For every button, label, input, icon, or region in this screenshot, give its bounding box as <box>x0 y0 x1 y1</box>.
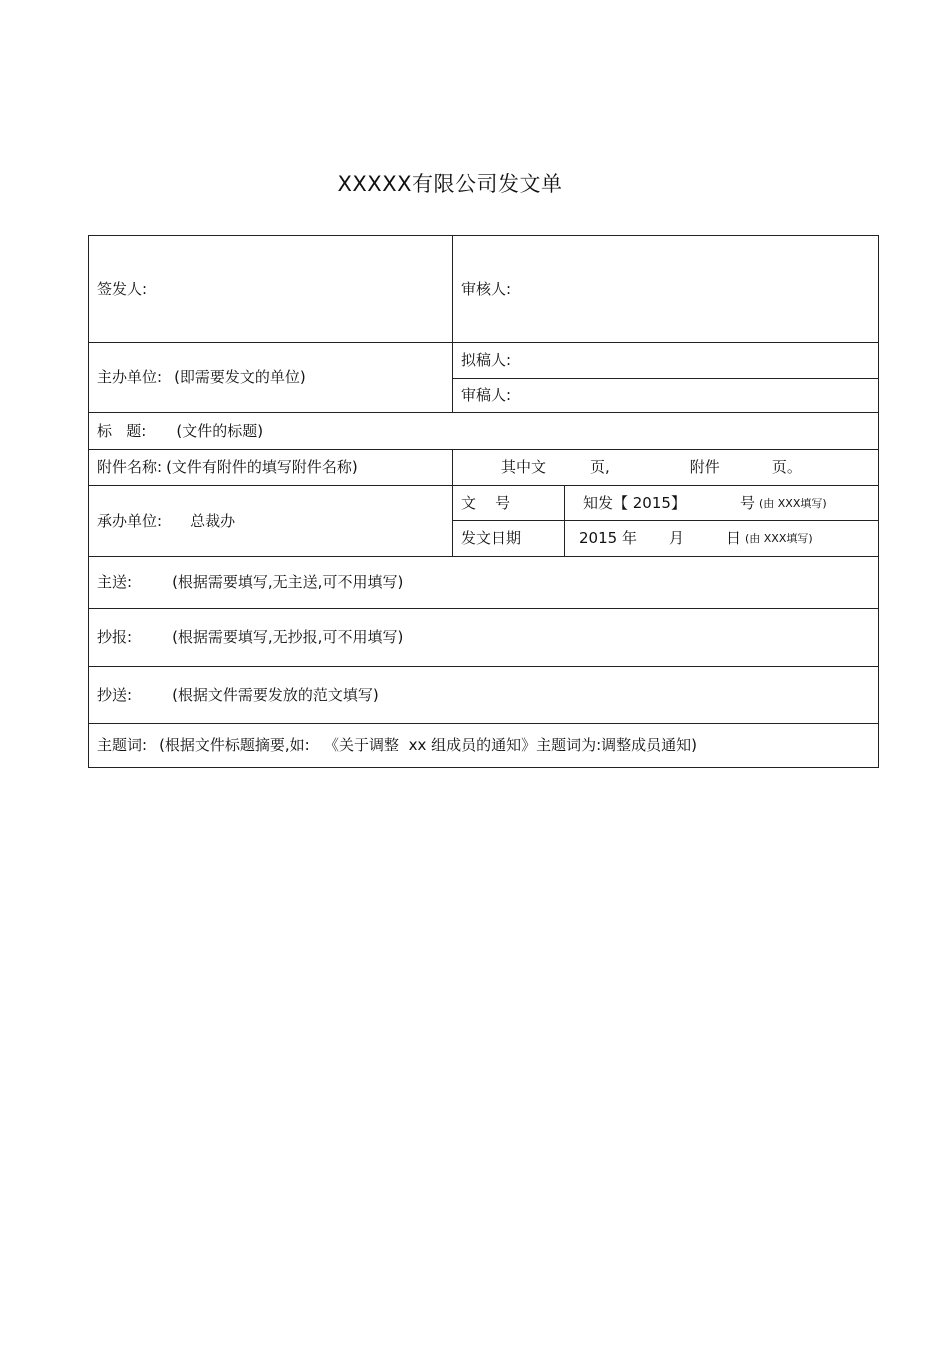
signer-field[interactable] <box>89 236 452 342</box>
drafter-label: 拟稿人: <box>461 351 512 369</box>
copy-to-label: 抄送: <box>97 685 133 704</box>
undertaking-value: 总裁办 <box>190 511 236 530</box>
doc-number-note: (由 XXX填写) <box>758 496 827 510</box>
undertaking-unit-field[interactable] <box>89 486 452 556</box>
reviewer-field[interactable] <box>453 236 878 342</box>
subject-label: 标 题: <box>97 421 147 440</box>
report-to-hint: (根据需要填写,无抄报,可不用填写) <box>172 628 404 646</box>
reviewer-label: 审核人: <box>461 279 512 298</box>
signer-label: 签发人: <box>97 279 148 298</box>
draft-reviewer-label: 审稿人: <box>461 386 512 404</box>
send-to-field[interactable] <box>89 557 878 608</box>
issue-date-day: 日 <box>725 529 741 547</box>
send-to-hint: (根据需要填写,无主送,可不用填写) <box>172 573 404 591</box>
issue-date-label: 发文日期 <box>461 529 522 547</box>
report-to-field[interactable] <box>89 609 878 666</box>
send-to-label: 主送: <box>97 573 133 591</box>
pages-text-end: 页。 <box>771 458 802 476</box>
page-count-field[interactable] <box>453 450 878 485</box>
dispatch-form <box>88 235 879 768</box>
draft-reviewer-field[interactable] <box>453 379 878 412</box>
pages-text-attachment: 附件 <box>689 458 720 476</box>
host-unit-hint: (即需要发文的单位) <box>174 368 306 386</box>
keywords-label: 主题词: <box>97 736 148 754</box>
issue-date-note: (由 XXX填写) <box>744 532 813 545</box>
doc-number-label: 文 号 <box>461 493 511 512</box>
copy-to-field[interactable] <box>89 667 878 723</box>
issue-date-label-cell <box>453 521 564 556</box>
host-unit-label: 主办单位: <box>97 368 163 386</box>
issue-date-month: 月 <box>668 529 684 547</box>
issue-date-field[interactable] <box>565 521 878 556</box>
pages-text-unit: 页, <box>590 458 610 476</box>
copy-to-hint: (根据文件需要发放的范文填写) <box>172 685 379 704</box>
document-title: XXXXX有限公司发文单 <box>337 172 563 196</box>
host-unit-field[interactable] <box>89 343 452 412</box>
keywords-field[interactable] <box>89 724 878 767</box>
drafter-field[interactable] <box>453 343 878 378</box>
subject-field[interactable] <box>89 413 878 449</box>
issue-date-year: 2015 年 <box>579 529 637 547</box>
doc-number-suffix: 号 <box>739 493 755 512</box>
attachment-label: 附件名称: <box>97 458 163 476</box>
attachment-hint: (文件有附件的填写附件名称) <box>166 458 358 476</box>
doc-number-prefix: 知发【 2015】 <box>583 493 686 512</box>
undertaking-label: 承办单位: <box>97 511 163 530</box>
report-to-label: 抄报: <box>97 628 133 646</box>
pages-text-main: 其中文 <box>501 458 547 476</box>
attachment-name-field[interactable] <box>89 450 452 485</box>
doc-number-label-cell <box>453 486 564 520</box>
keywords-hint: (根据文件标题摘要,如: 《关于调整 xx 组成员的通知》主题词为:调整成员通知) <box>159 736 698 754</box>
doc-number-field[interactable] <box>565 486 878 520</box>
subject-hint: (文件的标题) <box>176 421 264 440</box>
